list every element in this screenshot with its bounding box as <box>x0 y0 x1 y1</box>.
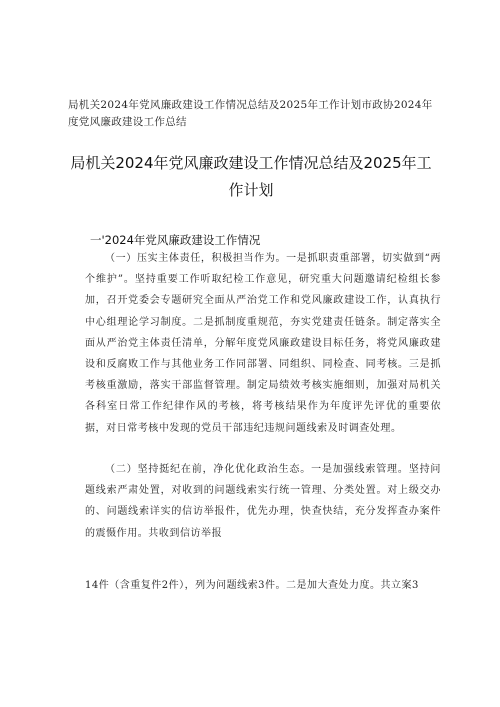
continuation-line: 14件（含重复件2件），列为问题线索3件。二是加大查处力度。共立案3 <box>85 580 419 591</box>
document-header: 局机关2024年党风廉政建设工作情况总结及2025年工作计划市政协2024年度党风廉政建设工作总结 <box>68 99 433 128</box>
page-title: 局机关2024年党风廉政建设工作情况总结及2025年工作计划 <box>70 154 432 199</box>
section-heading: 一'2024年党风廉政建设工作情况 <box>90 233 261 247</box>
body-paragraph: （二）坚持挺纪在前，净化优化政治生态。一是加强线索管理。坚持问题线索严肃处置，对收到的问题线索实行统一管理、分类处置。对上级交办的、问题线索详实的信访举报件，优先办理，快查快结，充分发挥查办案件的震慑作用。共收到信访举报 <box>85 464 441 539</box>
body-paragraph: （一）压实主体责任，积极担当作为。一是抓职责重部署，切实做到“两个维护”。坚持重要工作听取纪检工作意见，研究重大问题邀请纪检组长参加，召开党委会专题研究全面从严治党工作和党风廉政建设工作，认真执行中心组理论学习制度。二是抓制度重规范，夯实党建责任链条。制定落实全面从严治党主体责任清单，分解年度党风廉政建设目标任务，将党风廉政建设和反腐败工作与其他业务工作同部署、同组织、同检查、同考核。三是抓考核重激励，落实干部监督管理。制定局绩效考核实施细则，加强对局机关各科室日常工作纪律作风的考核，将考核结果作为年度评先评优的重要依据，对日常考核中发现的党员干部违纪违规问题线索及时调查处理。 <box>85 253 441 434</box>
